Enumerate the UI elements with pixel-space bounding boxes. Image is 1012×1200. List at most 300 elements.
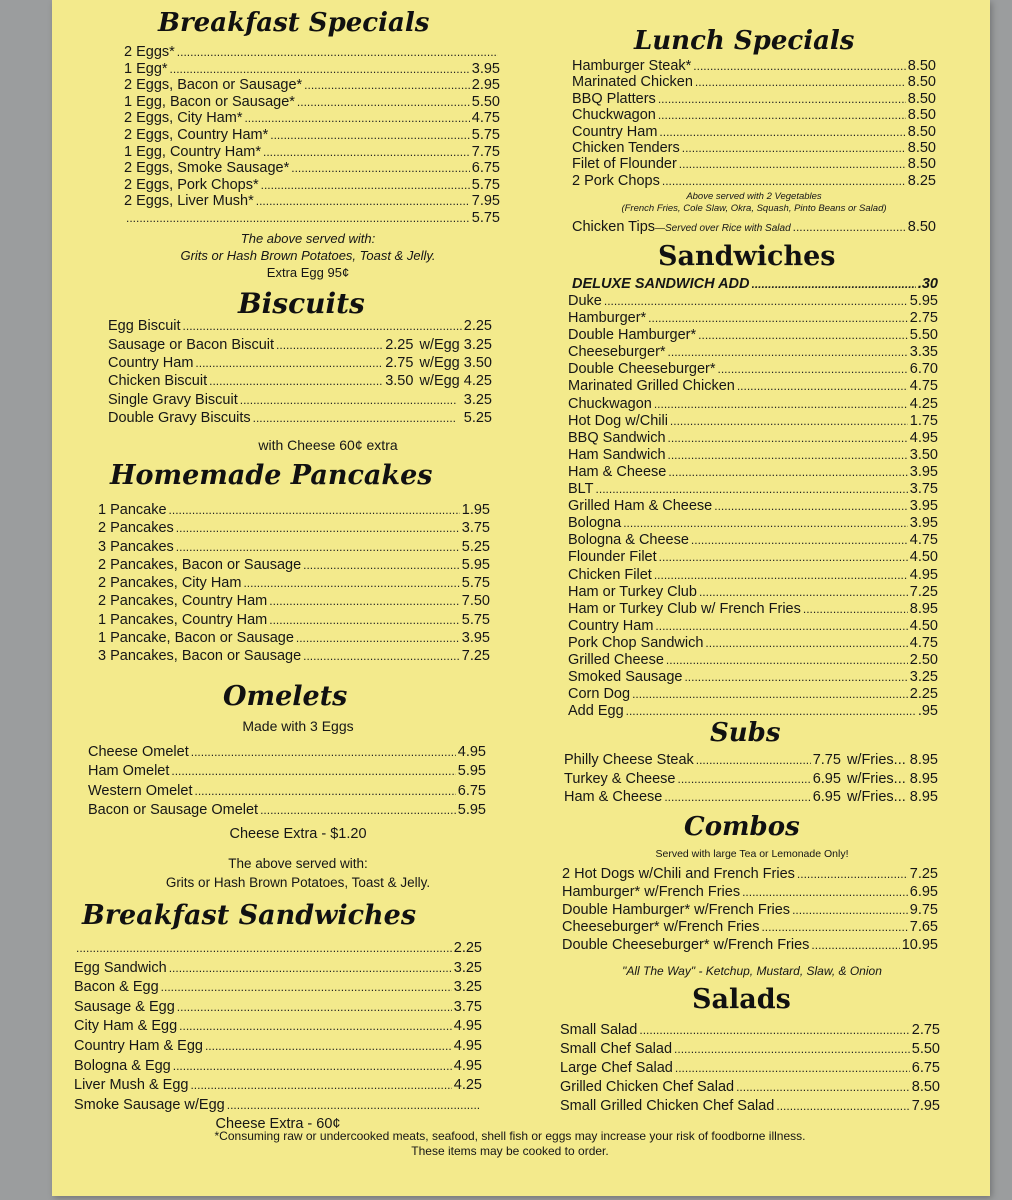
item-price: 2.25	[385, 336, 414, 353]
item-name: Bologna	[568, 515, 622, 532]
item-price: 3.95	[909, 498, 938, 515]
item-price: 3.75	[461, 520, 490, 537]
lunch-specials-list	[572, 58, 936, 189]
list-item	[74, 978, 482, 998]
item-price: 1.75	[909, 412, 938, 429]
list-item	[568, 686, 938, 703]
item-price: 3.25	[453, 979, 482, 996]
list-item	[124, 77, 500, 94]
item-name: Chicken Biscuit	[108, 373, 208, 390]
item-name: Grilled Ham & Cheese	[568, 498, 713, 515]
combos-list	[562, 866, 938, 955]
list-item	[98, 629, 490, 647]
breakfast-sandwiches-list	[74, 939, 482, 1115]
list-item	[98, 592, 490, 610]
item-name: Chuckwagon	[572, 107, 656, 124]
item-price: 5.75	[471, 209, 500, 226]
item-name: Ham Sandwich	[568, 446, 666, 463]
item-name: Bacon & Egg	[74, 979, 159, 996]
item-price: 6.95	[909, 883, 938, 900]
list-item	[568, 344, 938, 361]
list-item	[568, 567, 938, 584]
biscuits-list	[108, 318, 492, 428]
item-name: Double Cheeseburger* w/French Fries	[562, 937, 810, 954]
item-price: 5.50	[909, 327, 938, 344]
item-price: 5.25	[463, 410, 492, 427]
item-price: 5.95	[457, 802, 486, 819]
item-price: 5.95	[457, 763, 486, 780]
list-item	[568, 669, 938, 686]
list-item	[124, 177, 500, 194]
item-name: Hamburger* w/French Fries	[562, 883, 741, 900]
item-name: 1 Egg, Country Ham*	[124, 143, 262, 160]
item-price: w/Fries... 8.95	[846, 770, 938, 787]
list-item	[560, 1059, 940, 1078]
item-price: 4.25	[909, 395, 938, 412]
item-price: 3.95	[909, 463, 938, 480]
list-item	[568, 430, 938, 447]
item-name: Cheeseburger*	[568, 344, 666, 361]
list-item	[98, 538, 490, 556]
list-item	[124, 110, 500, 127]
item-name: Marinated Grilled Chicken	[568, 378, 735, 395]
list-item	[564, 770, 938, 789]
item-name: Duke	[568, 293, 602, 309]
omelets-note	[98, 854, 498, 892]
item-price: 4.75	[909, 378, 938, 395]
item-price: 8.50	[907, 107, 936, 124]
item-price: 4.95	[453, 1057, 482, 1074]
note-line: The above served with:	[228, 856, 368, 871]
item-price: 6.75	[471, 160, 500, 177]
list-item	[98, 647, 490, 665]
item-price: 5.75	[471, 176, 500, 193]
list-item	[108, 372, 492, 390]
item-price: 8.50	[907, 140, 936, 157]
item-price: 3.25	[909, 669, 938, 686]
item-price: 4.95	[453, 1037, 482, 1054]
item-price: 5.50	[471, 93, 500, 110]
breakfast-specials-list	[124, 44, 500, 227]
section-title: Sandwiches	[658, 241, 836, 272]
item-name: Liver Mush & Egg	[74, 1077, 189, 1094]
item-name: Grilled Cheese	[568, 651, 664, 668]
item-name: Bacon or Sausage Omelet	[88, 802, 259, 819]
list-item	[568, 652, 938, 669]
item-price: w/Fries... 8.95	[846, 752, 938, 768]
item-price: 4.50	[909, 617, 938, 634]
item-price: 5.95	[461, 556, 490, 573]
list-item	[74, 998, 482, 1018]
list-item	[108, 354, 492, 372]
item-price: 3.25	[453, 959, 482, 976]
item-price: 8.50	[907, 90, 936, 107]
list-item	[88, 801, 486, 820]
item-name: Sausage or Bacon Biscuit	[108, 336, 275, 353]
list-item	[88, 762, 486, 781]
list-item	[564, 751, 938, 770]
item-price: 3.50	[385, 373, 414, 390]
item-price: w/Egg 3.50	[419, 355, 492, 371]
item-price: 2.50	[909, 651, 938, 668]
list-item	[560, 1021, 940, 1040]
list-item	[124, 144, 500, 161]
item-price: 7.75	[471, 143, 500, 160]
list-item	[74, 1037, 482, 1057]
item-name: Double Gravy Biscuits	[108, 410, 251, 427]
item-name: Double Hamburger*	[568, 327, 697, 344]
item-name: Turkey & Cheese	[564, 770, 676, 787]
item-name: 2 Pancakes, Bacon or Sausage	[98, 556, 302, 573]
item-price: 5.25	[461, 538, 490, 555]
item-price: 5.75	[461, 611, 490, 628]
item-name: BBQ Sandwich	[568, 429, 666, 446]
list-item	[88, 782, 486, 801]
list-item	[560, 1078, 940, 1097]
sandwiches-list	[568, 293, 938, 720]
note-line: Extra Egg 95¢	[266, 265, 350, 280]
section-title: Salads	[692, 984, 791, 1015]
list-item	[568, 532, 938, 549]
list-item	[98, 519, 490, 537]
list-item	[88, 743, 486, 762]
list-item	[74, 939, 482, 959]
item-name: Country Ham	[108, 355, 194, 371]
item-name: Add Egg	[568, 703, 624, 720]
item-price: 9.75	[909, 901, 938, 918]
list-item	[124, 127, 500, 144]
list-item	[568, 293, 938, 310]
item-price: 4.95	[909, 429, 938, 446]
list-item	[562, 937, 938, 955]
list-item	[568, 584, 938, 601]
item-price: 7.25	[909, 583, 938, 600]
list-item	[572, 124, 936, 140]
item-price: 8.50	[911, 1079, 940, 1095]
item-name: Ham & Cheese	[568, 463, 667, 480]
list-item	[108, 391, 492, 409]
item-price: 8.50	[907, 74, 936, 91]
item-name: 2 Pancakes, City Ham	[98, 575, 242, 592]
item-name: Country Ham	[568, 617, 654, 634]
lunch-specials-note	[572, 191, 936, 215]
item-price: 3.75	[453, 998, 482, 1015]
item-price: 8.95	[909, 600, 938, 617]
item-price: 5.75	[461, 575, 490, 592]
list-item	[124, 193, 500, 210]
item-name: 2 Pork Chops	[572, 172, 660, 189]
list-item	[568, 498, 938, 515]
item-name: Single Gravy Biscuit	[108, 391, 238, 408]
note-line: Grits or Hash Brown Potatoes, Toast & Jelly.	[180, 248, 436, 263]
section-title: Omelets	[223, 681, 348, 712]
list-item	[562, 919, 938, 937]
item-price: 7.25	[461, 648, 490, 665]
combos-subtitle: Served with large Tea or Lemonade Only!	[655, 848, 849, 860]
list-item	[568, 378, 938, 395]
list-item	[108, 318, 492, 336]
item-name: 1 Egg, Bacon or Sausage*	[124, 93, 295, 110]
item-description: —Served over Rice with Salad	[655, 223, 791, 234]
item-price: 2.95	[471, 77, 500, 94]
item-name: Ham Omelet	[88, 763, 170, 780]
item-name: 2 Eggs, City Ham*	[124, 110, 243, 127]
list-item	[74, 959, 482, 979]
item-price: w/Egg 3.25	[419, 336, 492, 353]
item-price: 5.75	[471, 126, 500, 143]
item-name: Chicken Filet	[568, 566, 652, 583]
item-name: Bologna & Egg	[74, 1057, 171, 1074]
item-name: Philly Cheese Steak	[564, 752, 694, 768]
item-price: 3.35	[909, 344, 938, 361]
list-item	[568, 549, 938, 566]
list-item	[108, 336, 492, 354]
list-item	[562, 866, 938, 884]
list-item	[568, 618, 938, 635]
list-item	[572, 107, 936, 123]
item-price: 4.75	[471, 110, 500, 127]
list-item	[560, 1040, 940, 1059]
item-name: 2 Hot Dogs w/Chili and French Fries	[562, 866, 795, 882]
list-item	[74, 1057, 482, 1077]
item-price: 2.25	[463, 318, 492, 334]
section-title: Combos	[684, 812, 800, 842]
item-price: .30	[917, 276, 938, 292]
item-name: Chicken Tenders	[572, 140, 680, 157]
item-price: 5.50	[911, 1041, 940, 1057]
list-item	[568, 327, 938, 344]
item-price: 2.25	[453, 940, 482, 956]
item-name: 2 Eggs, Liver Mush*	[124, 193, 254, 210]
item-price: 3.25	[463, 391, 492, 408]
list-item	[572, 173, 936, 189]
item-name: 2 Eggs, Country Ham*	[124, 126, 269, 143]
combos-note: "All The Way" - Ketchup, Mustard, Slaw, & Onion	[622, 964, 882, 978]
item-price: 4.75	[909, 634, 938, 651]
item-name: Filet of Flounder	[572, 156, 677, 173]
item-price: 6.75	[457, 782, 486, 799]
item-name: Country Ham & Egg	[74, 1037, 203, 1054]
footer-line: *Consuming raw or undercooked meats, seafood, shell fish or eggs may increase your risk of foodborne illness.	[214, 1129, 806, 1143]
item-name: Cheeseburger* w/French Fries	[562, 919, 760, 936]
note-line: Above served with 2 Vegetables	[686, 191, 822, 202]
item-price: 6.75	[911, 1060, 940, 1076]
item-price: 4.95	[909, 566, 938, 583]
item-price: 3.95	[909, 515, 938, 532]
pancakes-list	[98, 501, 490, 666]
item-price: 4.95	[453, 1018, 482, 1035]
section-title: Biscuits	[238, 287, 365, 320]
section-title: Breakfast Specials	[158, 8, 430, 38]
item-price: 4.50	[909, 549, 938, 566]
list-item	[568, 396, 938, 413]
item-name: Hamburger Steak*	[572, 58, 692, 74]
list-item	[568, 361, 938, 378]
list-item	[568, 515, 938, 532]
item-name: Large Chef Salad	[560, 1060, 673, 1076]
item-price: 4.75	[909, 532, 938, 549]
footer-disclaimer	[150, 1129, 870, 1159]
item-name: Chuckwagon	[568, 395, 652, 412]
item-price: 2.75	[909, 310, 938, 327]
item-price: 8.50	[907, 219, 936, 235]
list-item	[74, 1017, 482, 1037]
item-name: DELUXE SANDWICH ADD	[572, 276, 750, 292]
item-price: 10.95	[901, 937, 938, 954]
item-name: Marinated Chicken	[572, 74, 693, 91]
list-item	[74, 1076, 482, 1096]
item-price: 8.50	[907, 123, 936, 140]
chicken-tips-row	[572, 219, 936, 238]
list-item	[74, 1096, 482, 1116]
list-item	[572, 74, 936, 90]
list-item	[564, 788, 938, 807]
item-name: 1 Pancakes, Country Ham	[98, 611, 268, 628]
item-price: 7.75	[812, 752, 841, 768]
item-price: 2.75	[911, 1022, 940, 1038]
list-item	[124, 210, 500, 227]
item-price: 8.50	[907, 156, 936, 173]
item-price: 7.25	[909, 866, 938, 882]
item-price: 4.95	[457, 744, 486, 760]
cheese-extra: Cheese Extra - $1.20	[229, 826, 367, 842]
item-name: Country Ham	[572, 123, 658, 140]
item-name: Small Grilled Chicken Chef Salad	[560, 1098, 775, 1114]
item-name: 1 Egg*	[124, 60, 168, 77]
item-price: 3.95	[461, 630, 490, 647]
biscuits-note: with Cheese 60¢ extra	[258, 437, 398, 453]
item-price: 7.95	[471, 193, 500, 210]
item-name: BLT	[568, 481, 594, 498]
item-name: Chicken Tips	[572, 219, 656, 235]
list-item	[572, 156, 936, 172]
item-name: Smoke Sausage w/Egg	[74, 1096, 225, 1113]
omelets-subtitle: Made with 3 Eggs	[242, 718, 354, 734]
subs-list	[564, 751, 938, 807]
list-item	[568, 464, 938, 481]
omelets-list	[88, 743, 486, 821]
breakfast-specials-note	[148, 230, 468, 281]
section-title: Homemade Pancakes	[110, 460, 433, 491]
section-title: Subs	[710, 718, 781, 748]
item-price: 1.95	[461, 502, 490, 518]
list-item	[124, 94, 500, 111]
section-title: Breakfast Sandwiches	[82, 900, 417, 931]
cheese-extra: Cheese Extra - 60¢	[215, 1116, 341, 1132]
item-name: 2 Eggs, Smoke Sausage*	[124, 160, 290, 177]
list-item	[98, 574, 490, 592]
note-line: The above served with:	[240, 231, 376, 246]
item-name: 2 Eggs, Bacon or Sausage*	[124, 77, 303, 94]
list-item	[568, 601, 938, 618]
list-item	[562, 902, 938, 920]
item-price: 3.95	[471, 60, 500, 77]
list-item	[568, 447, 938, 464]
item-price: 7.50	[461, 593, 490, 610]
item-name: Smoked Sausage	[568, 669, 683, 686]
item-name: Ham or Turkey Club	[568, 583, 697, 600]
list-item	[98, 556, 490, 574]
item-name: City Ham & Egg	[74, 1018, 178, 1035]
item-name: 1 Pancake, Bacon or Sausage	[98, 630, 294, 647]
item-name: 1 Pancake	[98, 502, 167, 518]
item-price: 2.25	[909, 686, 938, 703]
note-line: (French Fries, Cole Slaw, Okra, Squash, Pinto Beans or Salad)	[621, 203, 887, 214]
list-item	[562, 884, 938, 902]
item-price: .95	[917, 703, 938, 720]
item-price: 3.50	[909, 446, 938, 463]
item-name: Bologna & Cheese	[568, 532, 689, 549]
item-price: 8.25	[907, 172, 936, 189]
section-title: Lunch Specials	[634, 26, 855, 56]
deluxe-row	[572, 276, 938, 294]
item-name: Sausage & Egg	[74, 998, 175, 1015]
item-name: 2 Eggs, Pork Chops*	[124, 176, 259, 193]
item-price: w/Egg 4.25	[419, 373, 492, 390]
list-item	[568, 481, 938, 498]
item-price: 5.95	[909, 293, 938, 309]
item-name: Egg Sandwich	[74, 959, 167, 976]
item-name: Western Omelet	[88, 782, 193, 799]
item-name: Small Chef Salad	[560, 1041, 673, 1057]
list-item	[108, 409, 492, 427]
item-name: 2 Pancakes, Country Ham	[98, 593, 268, 610]
list-item	[124, 160, 500, 177]
note-line: Grits or Hash Brown Potatoes, Toast & Jelly.	[165, 875, 431, 890]
list-item	[568, 635, 938, 652]
item-name: Small Salad	[560, 1022, 638, 1038]
list-item	[572, 58, 936, 74]
item-name: Cheese Omelet	[88, 744, 189, 760]
footer-line: These items may be cooked to order.	[411, 1144, 609, 1158]
item-price: 4.25	[453, 1077, 482, 1094]
item-price: w/Fries... 8.95	[846, 789, 938, 805]
item-name: Double Hamburger* w/French Fries	[562, 901, 791, 918]
item-name: Ham or Turkey Club w/ French Fries	[568, 600, 801, 617]
item-name: 2 Eggs*	[124, 44, 175, 60]
item-name: 3 Pancakes	[98, 538, 174, 555]
list-item	[124, 61, 500, 78]
item-price: 8.50	[907, 58, 936, 74]
item-name: Hot Dog w/Chili	[568, 412, 668, 429]
item-price: 2.75	[385, 355, 414, 371]
item-name: Hamburger*	[568, 310, 647, 327]
item-name: 2 Pancakes	[98, 520, 174, 537]
list-item	[572, 140, 936, 156]
item-price: 7.95	[911, 1098, 940, 1114]
item-price: 6.95	[812, 770, 841, 787]
list-item	[560, 1097, 940, 1116]
salads-list	[560, 1021, 940, 1116]
list-item	[568, 413, 938, 430]
item-name: Egg Biscuit	[108, 318, 181, 334]
item-price: 6.70	[909, 361, 938, 378]
item-price: 3.75	[909, 481, 938, 498]
item-name: Pork Chop Sandwich	[568, 634, 704, 651]
list-item	[572, 91, 936, 107]
list-item	[98, 611, 490, 629]
item-price: 7.65	[909, 919, 938, 936]
item-name: 3 Pancakes, Bacon or Sausage	[98, 648, 302, 665]
breakfast-specials-section	[158, 10, 429, 36]
item-name: BBQ Platters	[572, 90, 656, 107]
item-name: Flounder Filet	[568, 549, 657, 566]
list-item	[124, 44, 500, 61]
list-item	[98, 501, 490, 519]
item-name: Double Cheeseburger*	[568, 361, 716, 378]
item-name: Corn Dog	[568, 686, 631, 703]
list-item	[568, 310, 938, 327]
